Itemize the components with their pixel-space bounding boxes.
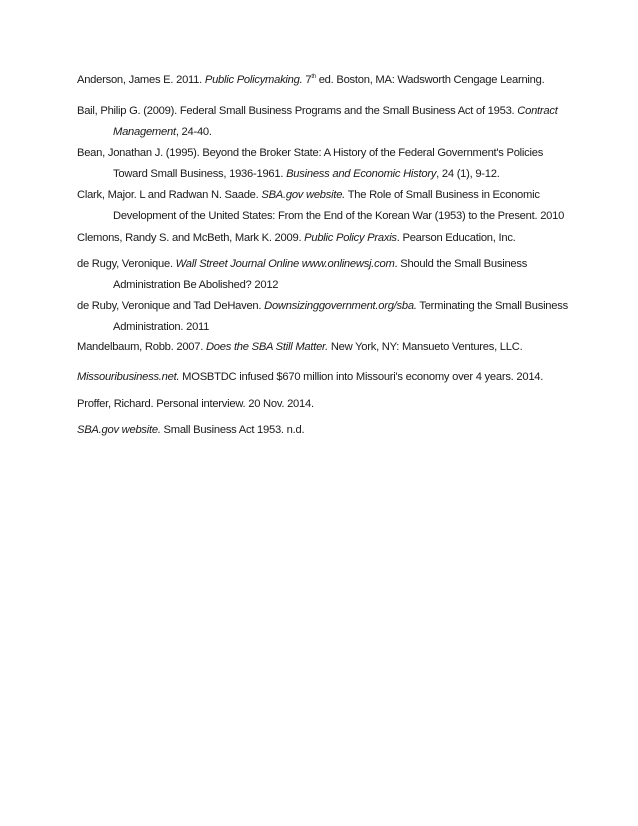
reference-entry — [77, 420, 567, 441]
citation-text: Administration. 2011 — [113, 321, 210, 333]
italic-title-text: SBA.gov website. — [77, 424, 161, 436]
reference-line-1 — [77, 105, 558, 117]
citation-text: New York, NY: Mansueto Ventures, LLC. — [327, 341, 523, 353]
reference-line-1 — [77, 424, 304, 436]
italic-title-text: Wall Street Journal Online www.onlinewsj.com — [175, 258, 395, 270]
reference-line-1 — [77, 232, 516, 244]
citation-text: Development of the United States: From the End of the Korean War (1953) to the Present. 2010 — [113, 210, 565, 222]
reference-line-1 — [77, 74, 544, 86]
reference-line-2 — [77, 164, 567, 185]
italic-title-text: Public Policymaking. — [204, 74, 303, 86]
reference-line-2 — [77, 206, 567, 227]
citation-text: , 24 (1), 9-12. — [436, 168, 500, 180]
reference-entry — [77, 228, 567, 249]
citation-text: , 24-40. — [175, 126, 212, 138]
reference-entry — [77, 143, 567, 185]
citation-text: Bean, Jonathan J. (1995). Beyond the Broker State: A History of the Federal Government's Policies — [77, 147, 544, 159]
italic-title-text: SBA.gov website. — [261, 189, 346, 201]
reference-line-1 — [77, 147, 543, 159]
citation-text: de Ruby, Veronique and Tad DeHaven. — [77, 300, 265, 312]
citation-text: Anderson, James E. 2011. — [77, 74, 205, 86]
italic-title-text: Business and Economic History — [286, 168, 437, 180]
citation-text: Proffer, Richard. Personal interview. 20 Nov. 2014. — [77, 398, 314, 410]
citation-text: Bail, Philip G. (2009). Federal Small Business Programs and the Small Business Act of 1953. — [77, 105, 518, 117]
citation-text: de Rugy, Veronique. — [77, 258, 176, 270]
superscript-text: th — [311, 74, 316, 80]
citation-text: ed. Boston, MA: Wadsworth Cengage Learning. — [315, 74, 545, 86]
reference-entry — [77, 394, 567, 415]
citation-text: Clemons, Randy S. and McBeth, Mark K. 2009. — [77, 232, 305, 244]
reference-line-1 — [77, 341, 522, 353]
reference-entry — [77, 367, 567, 388]
citation-text: . Pearson Education, Inc. — [396, 232, 516, 244]
citation-text: Administration Be Abolished? 2012 — [113, 279, 279, 291]
italic-title-text: Does the SBA Still Matter. — [205, 341, 328, 353]
italic-title-text: Contract — [517, 105, 558, 117]
reference-entry — [77, 337, 567, 358]
citation-text: MOSBTDC infused $670 million into Missouri's economy over 4 years. 2014. — [179, 371, 544, 383]
reference-line-1 — [77, 258, 527, 270]
reference-entry — [77, 185, 567, 227]
citation-text: 7 — [302, 74, 312, 86]
reference-line-1 — [77, 189, 540, 201]
citation-text: The Role of Small Business in Economic — [345, 189, 540, 201]
reference-entry — [77, 296, 567, 338]
citation-text: Small Business Act 1953. n.d. — [160, 424, 305, 436]
citation-text: Terminating the Small Business — [416, 300, 568, 312]
reference-line-2 — [77, 317, 567, 338]
reference-line-2 — [77, 122, 567, 143]
citation-text: Toward Small Business, 1936-1961. — [113, 168, 287, 180]
italic-title-text: Management — [113, 126, 176, 138]
italic-title-text: Missouribusiness.net. — [77, 371, 180, 383]
reference-line-1 — [77, 398, 314, 410]
reference-entry — [77, 101, 567, 143]
reference-entry — [77, 70, 567, 91]
italic-title-text: Public Policy Praxis — [304, 232, 397, 244]
reference-line-1 — [77, 371, 543, 383]
reference-line-1 — [77, 300, 568, 312]
italic-title-text: Downsizinggovernment.org/sba. — [264, 300, 417, 312]
citation-text: Clark, Major. L and Radwan N. Saade. — [77, 189, 262, 201]
citation-text: Mandelbaum, Robb. 2007. — [77, 341, 206, 353]
reference-line-2 — [77, 275, 567, 296]
citation-text: . Should the Small Business — [394, 258, 528, 270]
reference-entry — [77, 254, 567, 296]
